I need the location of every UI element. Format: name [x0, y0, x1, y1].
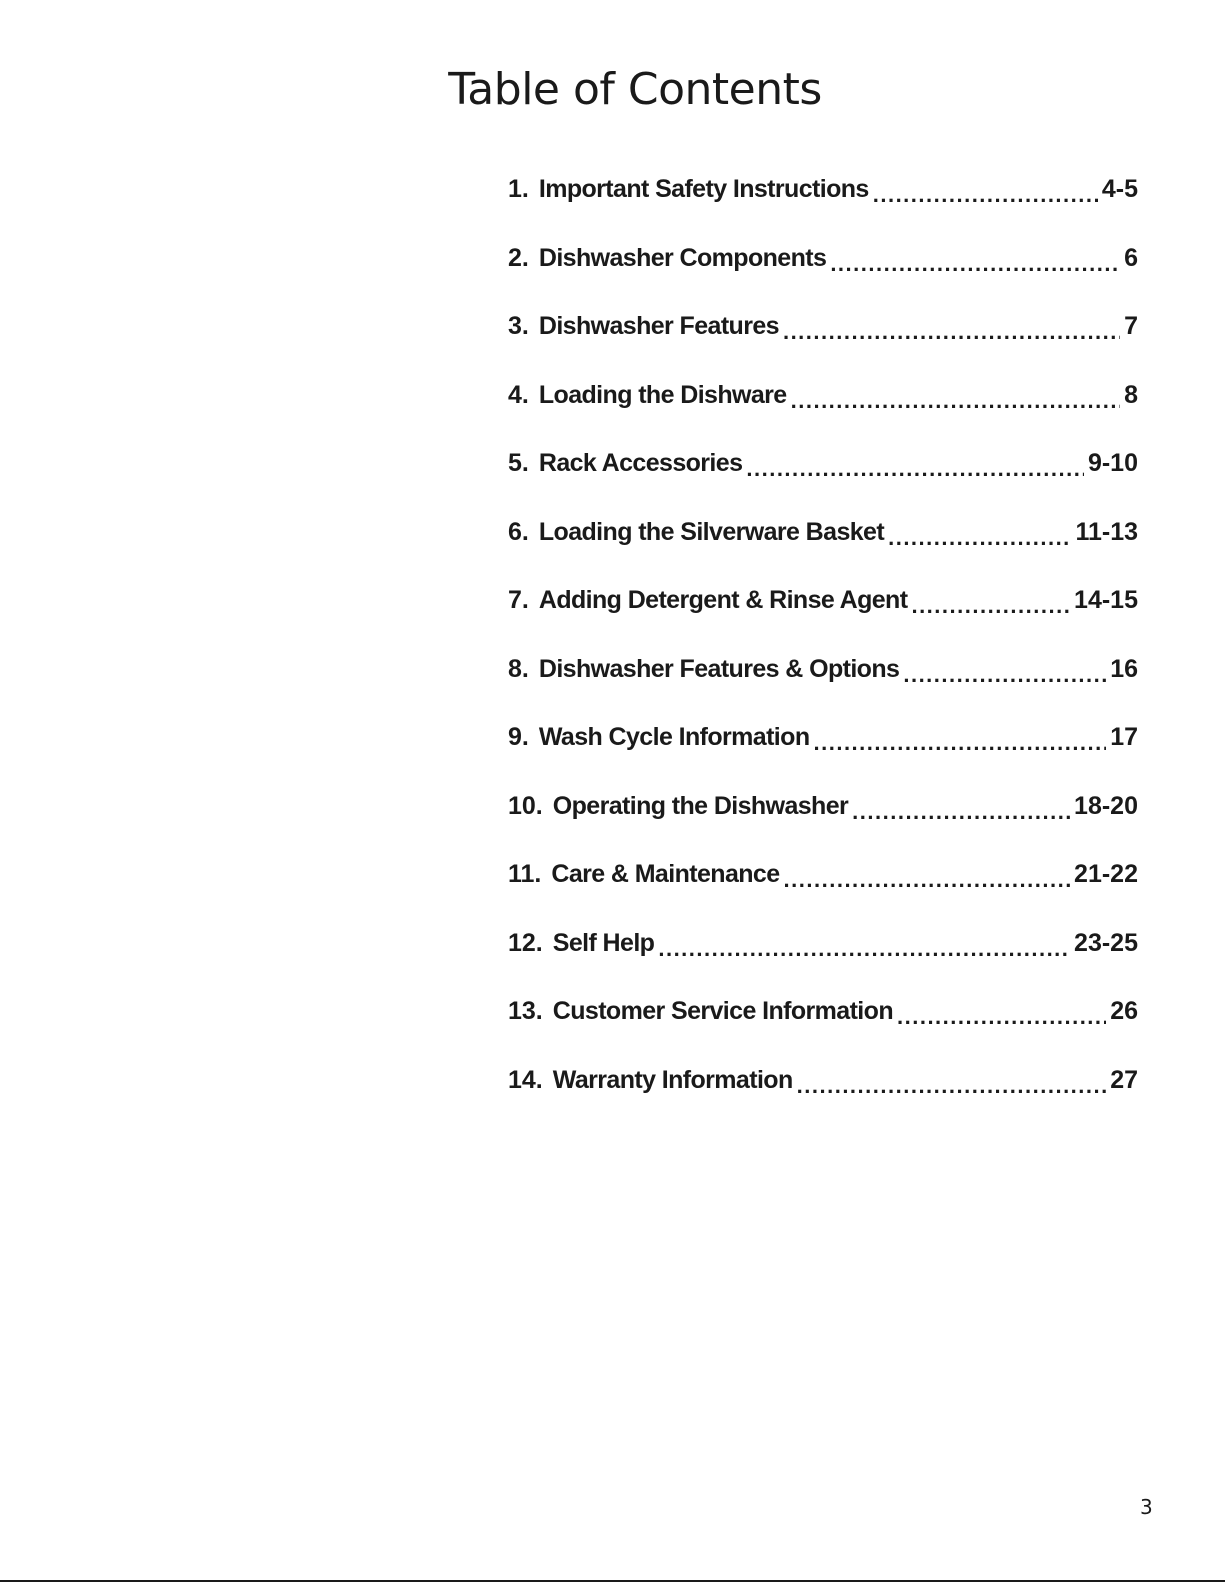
toc-entry-title: Rack Accessories	[538, 449, 743, 477]
toc-entry[interactable]	[508, 922, 1138, 991]
toc-entry-number: 13.	[508, 997, 543, 1025]
toc-entry-title: Self Help	[552, 928, 655, 957]
dot-leader	[873, 168, 1098, 210]
toc-entry-number: 7.	[508, 586, 529, 614]
toc-entry-page: 9-10	[1087, 449, 1138, 477]
toc-entry[interactable]	[508, 648, 1138, 717]
toc-entry[interactable]	[508, 853, 1138, 922]
toc-entry-number: 4.	[508, 380, 529, 409]
toc-entry-number: 3.	[508, 312, 529, 340]
toc-entry-title: Important Safety Instructions	[538, 175, 869, 203]
page-title: Table of Contents	[448, 64, 822, 115]
toc-entry-number: 10.	[508, 791, 543, 820]
toc-entry-title: Customer Service Information	[552, 997, 893, 1025]
dot-leader	[888, 511, 1071, 553]
toc-entry-title: Operating the Dishwasher	[552, 791, 849, 820]
toc-entry-page: 27	[1110, 1065, 1138, 1094]
toc-entry-page: 18-20	[1074, 791, 1138, 820]
dot-leader	[658, 922, 1070, 964]
toc-entry-title: Wash Cycle Information	[538, 723, 810, 751]
toc-entry-page: 7	[1124, 312, 1138, 340]
dot-leader	[784, 853, 1071, 895]
toc-entry-number: 8.	[508, 654, 529, 683]
toc-entry[interactable]	[508, 305, 1138, 374]
toc-entry-page: 26	[1110, 997, 1138, 1025]
toc-entry-page: 6	[1124, 243, 1138, 272]
dot-leader	[852, 785, 1070, 827]
toc-entry-page: 16	[1110, 654, 1138, 683]
toc-entry-page: 11-13	[1075, 517, 1138, 546]
toc-entry-title: Care & Maintenance	[551, 860, 780, 888]
toc-entry-title: Adding Detergent & Rinse Agent	[538, 586, 908, 614]
toc-entry[interactable]	[508, 237, 1138, 306]
toc-entry-number: 1.	[508, 175, 529, 203]
toc-entry-page: 21-22	[1074, 860, 1138, 888]
dot-leader	[746, 442, 1084, 484]
toc-entry-number: 2.	[508, 243, 529, 272]
dot-leader	[797, 1059, 1107, 1101]
dot-leader	[911, 579, 1070, 621]
toc-entry-number: 14.	[508, 1065, 543, 1094]
toc-entry[interactable]	[508, 168, 1138, 237]
toc-entry-number: 6.	[508, 517, 529, 546]
dot-leader	[814, 716, 1107, 758]
toc-entry[interactable]	[508, 1059, 1138, 1128]
toc-entry[interactable]	[508, 716, 1138, 785]
toc-entry-number: 5.	[508, 449, 529, 477]
dot-leader	[903, 648, 1106, 690]
toc-entry[interactable]	[508, 374, 1138, 443]
dot-leader	[897, 990, 1106, 1032]
toc-entry[interactable]	[508, 511, 1138, 580]
bottom-divider	[0, 1580, 1225, 1582]
dot-leader	[783, 305, 1120, 347]
toc-entry-title: Dishwasher Components	[538, 243, 827, 272]
toc-entry[interactable]	[508, 990, 1138, 1059]
toc-entry-page: 17	[1110, 723, 1138, 751]
toc-entry[interactable]	[508, 442, 1138, 511]
toc-entry-number: 11.	[508, 860, 542, 888]
toc-entry-title: Dishwasher Features	[538, 312, 779, 340]
toc-entry-title: Loading the Silverware Basket	[538, 517, 885, 546]
toc-entry-number: 9.	[508, 723, 529, 751]
page-number: 3	[1140, 1495, 1153, 1519]
dot-leader	[830, 237, 1120, 279]
toc-entry-page: 8	[1124, 380, 1138, 409]
toc-entry-page: 4-5	[1101, 175, 1138, 203]
toc-entry-title: Loading the Dishware	[538, 380, 787, 409]
dot-leader	[791, 374, 1120, 416]
toc-entry-page: 23-25	[1074, 928, 1138, 957]
toc-entry-number: 12.	[508, 928, 543, 957]
toc-entry-title: Dishwasher Features & Options	[538, 654, 900, 683]
toc-entry-title: Warranty Information	[552, 1065, 793, 1094]
toc-entry[interactable]	[508, 785, 1138, 854]
toc-entry[interactable]	[508, 579, 1138, 648]
table-of-contents	[508, 168, 1138, 1127]
toc-entry-page: 14-15	[1074, 586, 1138, 614]
